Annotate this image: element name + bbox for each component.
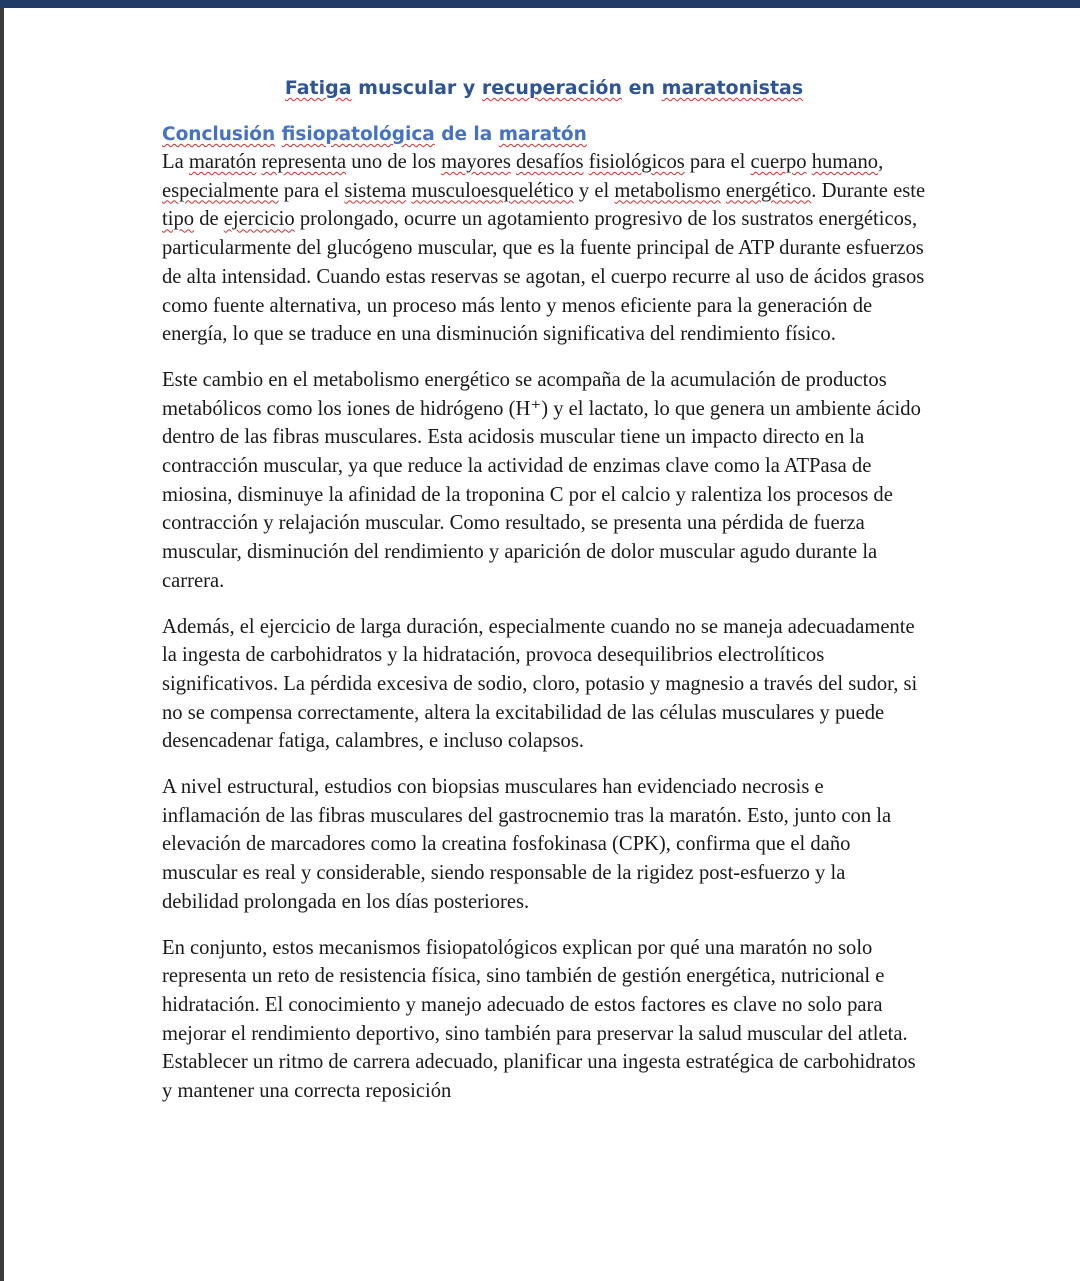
spellcheck-word[interactable]: maratonistas [661,77,804,99]
paragraph-text: , [878,151,884,173]
title-text: en [622,77,662,99]
spellcheck-word[interactable]: Fatiga [284,77,352,99]
spellcheck-word[interactable]: tipo [162,208,195,231]
spellcheck-word[interactable]: fisiológicos [588,151,685,173]
spellcheck-word[interactable]: especialmente [162,179,279,202]
spellcheck-word[interactable]: representa [261,151,347,173]
document-title [162,74,926,102]
title-text: muscular y [351,77,482,99]
heading-text: de la [434,124,499,145]
section-heading [162,122,926,148]
paragraph-text: . Durante este [811,179,926,202]
spellcheck-word[interactable]: recuperación [481,77,622,99]
spellcheck-word[interactable]: maratón [188,151,257,173]
spellcheck-word[interactable]: cuerpo [750,151,807,173]
paragraph-4: A nivel estructural, estudios con biopsias musculares han evidenciado necrosis e inflamación de las fibras musculares del gastrocnemio tras la maratón. Esto, junto con la elevación de marcadores como la creatina fosfokinasa (CPK), confirma que el daño muscular es real y considerable, siendo responsable de la rigidez post-esfuerzo y la debilidad prolongada en los días posteriores. [162,776,892,913]
spellcheck-word[interactable]: desafíos [516,151,584,173]
spellcheck-word[interactable]: maratón [498,124,587,145]
paragraph-text: para el [278,179,345,202]
spellcheck-word[interactable]: ejercicio [223,208,295,231]
window-left-edge [0,8,4,1281]
spellcheck-word[interactable]: Conclusión [162,124,276,145]
paragraph-text: y el [573,179,615,202]
paragraph-text: de [194,208,224,231]
paragraph-1 [162,148,926,349]
window-top-bar [0,0,1080,8]
paragraph-text: La [162,151,189,173]
spellcheck-word[interactable]: musculoesquelético [411,179,574,202]
spellcheck-word[interactable]: mayores [441,151,511,173]
spellcheck-word[interactable]: fisiopatológica [281,124,435,145]
spellcheck-word[interactable]: energético [725,179,812,202]
paragraph-5: En conjunto, estos mecanismos fisiopatológicos explican por qué una maratón no solo representa un reto de resistencia física, sino también de gestión energética, nutricional e hidratación. El conocimiento y manejo adecuado de estos factores es clave no solo para mejorar el rendimiento deportivo, sino también para preservar la salud muscular del atleta. Establecer un ritmo de carrera adecuado, planificar una ingesta estratégica de carbohidratos y mantener una correcta reposición [162,936,916,1103]
paragraph-text: prolongado, ocurre un agotamiento progresivo de los sustratos energéticos, particularmente del glucógeno muscular, que es la fuente principal de ATP durante esfuerzos de alta intensidad. Cuando estas reservas se agotan, el cuerpo recurre al uso de ácidos grasos como fuente alternativa, un proceso más lento y menos eficiente para la generación de energía, lo que se traduce en una disminución significativa del rendimiento físico. [162,208,925,346]
spellcheck-word[interactable]: humano [811,151,879,173]
spellcheck-word[interactable]: sistema [344,179,407,202]
paragraph-2: Este cambio en el metabolismo energético se acompaña de la acumulación de productos metabólicos como los iones de hidrógeno (H⁺) y el lactato, lo que genera un ambiente ácido dentro de las fibras musculares. Esta acidosis muscular tiene un impacto directo en la contracción muscular, ya que reduce la actividad de enzimas clave como la ATPasa de miosina, disminuye la afinidad de la troponina C por el calcio y ralentiza los procesos de contracción y relajación muscular. Como resultado, se presenta una pérdida de fuerza muscular, disminución del rendimiento y aparición de dolor muscular agudo durante la carrera. [162,368,921,592]
spellcheck-word[interactable]: metabolismo [614,179,721,202]
document-page[interactable] [162,74,926,1123]
paragraph-text: para el [684,151,751,173]
paragraph-3: Además, el ejercicio de larga duración, especialmente cuando no se maneja adecuadamente la ingesta de carbohidratos y la hidratación, provoca desequilibrios electrolíticos significativos. La pérdida excesiva de sodio, cloro, potasio y magnesio a través del sudor, si no se compensa correctamente, altera la excitabilidad de las células musculares y puede desencadenar fatiga, calambres, e incluso colapsos. [162,615,918,753]
paragraph-text: uno de los [346,151,442,173]
